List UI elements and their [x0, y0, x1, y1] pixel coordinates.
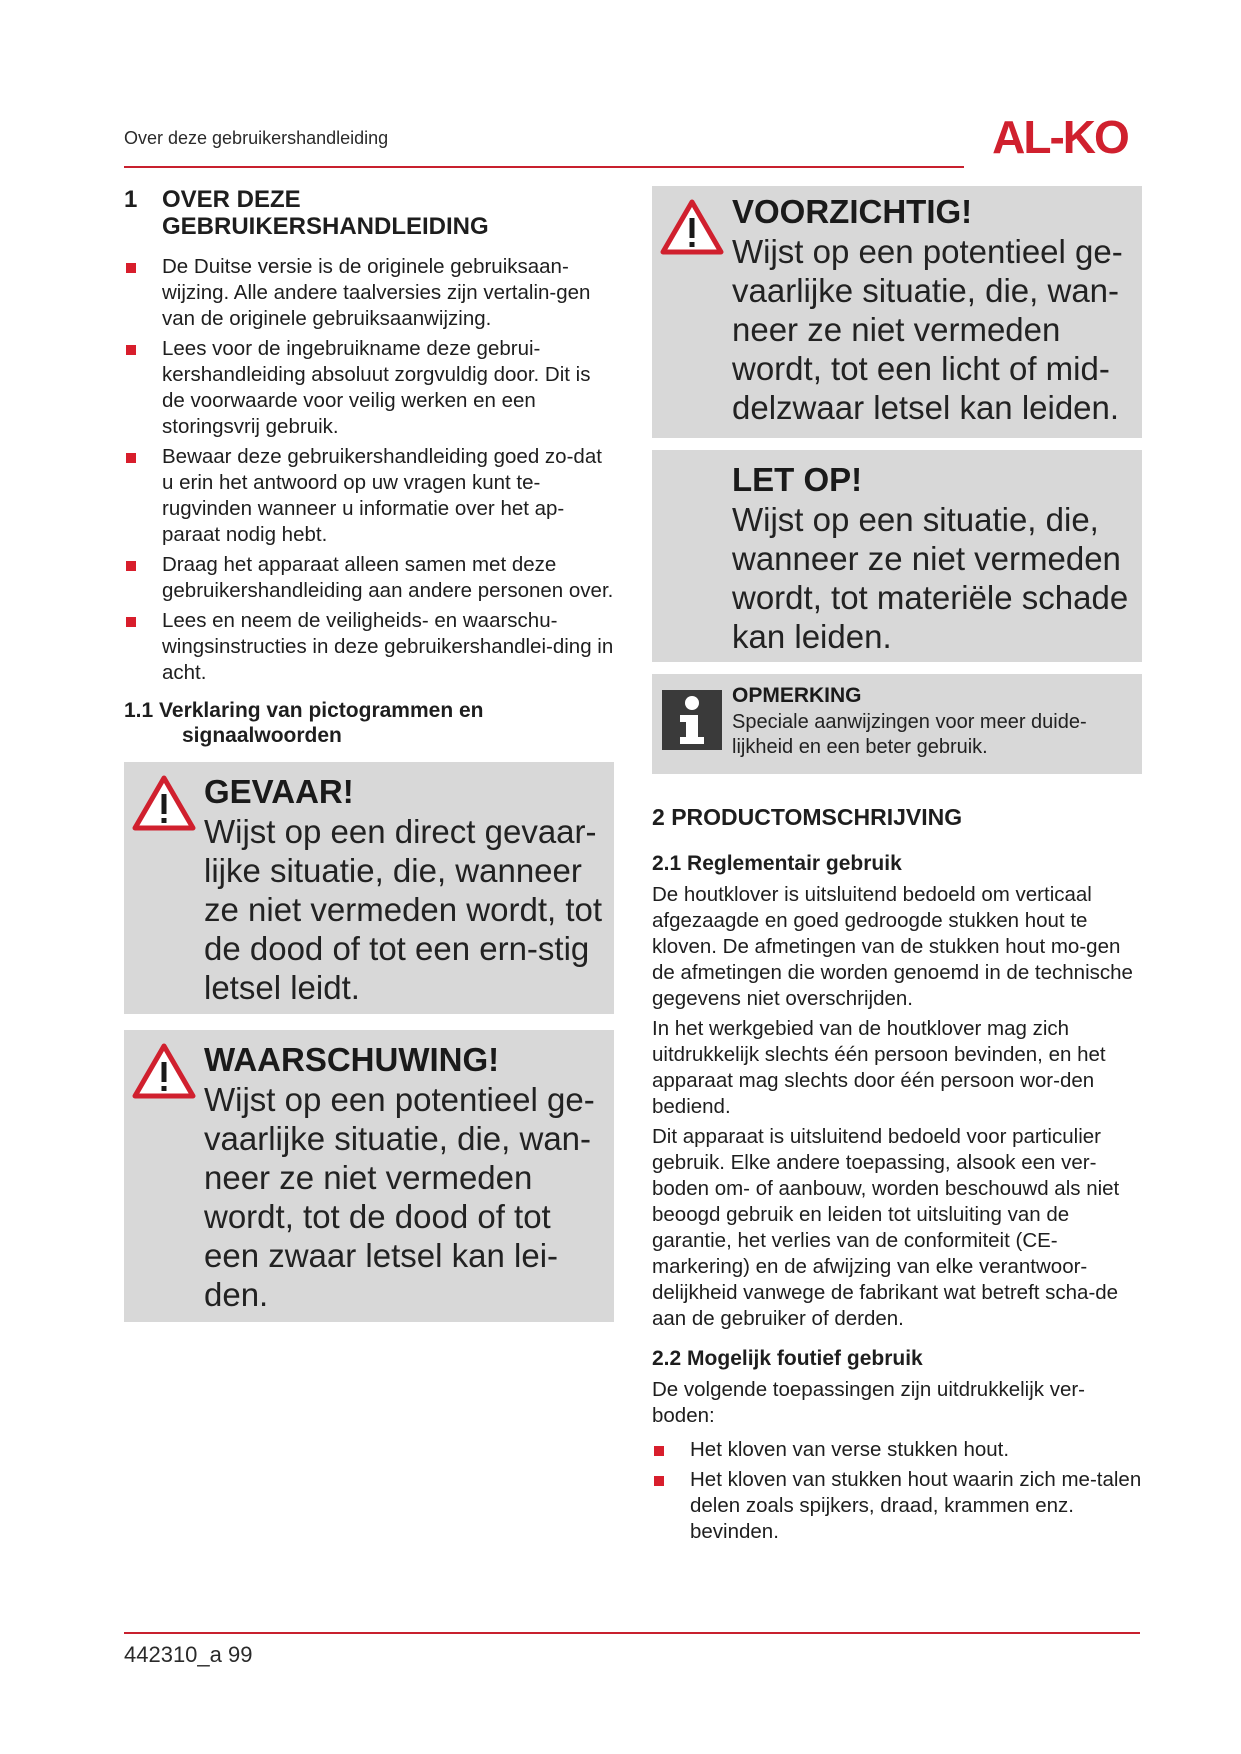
- gevaar-title: GEVAAR!: [204, 773, 354, 810]
- warning-triangle-icon: [132, 774, 196, 832]
- header-rule: [124, 166, 964, 168]
- info-icon: [660, 688, 724, 752]
- waarschuwing-title: WAARSCHUWING!: [204, 1041, 500, 1078]
- paragraph: Dit apparaat is uitsluitend bedoeld voor particulier gebruik. Elke andere toepassing, alsook een ver-boden om- of aanbouw, worden beschouwd als niet beoogd gebruik en leiden tot uitsluiting van de garantie, het verlies van de conformiteit (CE-markering) en de afwijzing van elke verantwoor-delijkheid vanwege de fabrikant wat betreft scha-de aan de gebruiker of derden.: [652, 1125, 1120, 1330]
- left-column: [124, 186, 614, 1322]
- list-item: Het kloven van verse stukken hout.: [652, 1437, 1142, 1463]
- voorzichtig-box: [652, 186, 1142, 438]
- voorzichtig-text: Wijst op een potentieel ge-vaarlijke situatie, die, wan-neer ze niet vermeden wordt, tot een licht of mid-delzwaar letsel kan leiden.: [732, 233, 1123, 426]
- waarschuwing-text: Wijst op een potentieel ge-vaarlijke situatie, die, wan-neer ze niet vermeden wordt, tot de dood of tot een zwaar letsel kan lei-den.: [204, 1081, 595, 1313]
- warning-triangle-icon: [660, 198, 724, 256]
- let-op-box: [652, 450, 1142, 662]
- running-header: Over deze gebruikershandleiding: [124, 128, 389, 148]
- list-item: Het kloven van stukken hout waarin zich me-talen delen zoals spijkers, draad, krammen enz. bevinden.: [652, 1467, 1142, 1545]
- paragraph: In het werkgebied van de houtklover mag zich uitdrukkelijk slechts één persoon bevinden, en het apparaat mag slechts door één persoon wor-den bediend.: [652, 1017, 1106, 1118]
- section-2-1-heading: 2.1 Reglementair gebruik: [652, 852, 902, 875]
- page-number: 442310_a 99: [124, 1642, 253, 1667]
- list-item: Draag het apparaat alleen samen met deze gebruikershandleiding aan andere personen over.: [124, 552, 614, 604]
- paragraph: De volgende toepassingen zijn uitdrukkelijk ver-boden:: [652, 1378, 1086, 1427]
- section-1-1-heading: 1.1 Verklaring van pictogrammen en signaalwoorden: [124, 699, 484, 747]
- footer-rule: [124, 1632, 1140, 1634]
- opmerking-title: OPMERKING: [732, 684, 862, 707]
- paragraph: De houtklover is uitsluitend bedoeld om verticaal afgezaagde en goed gedroogde stukken hout te kloven. De afmetingen van de stukken hout mo-gen de afmetingen die worden genoemd in de technische gegevens niet overschrijden.: [652, 883, 1133, 1010]
- list-item: Lees voor de ingebruikname deze gebrui-kershandleiding absoluut zorgvuldig door. Dit is de voorwaarde voor veilig werken en een storingsvrij gebruik.: [124, 336, 614, 440]
- section-2-2-heading: 2.2 Mogelijk foutief gebruik: [652, 1347, 923, 1370]
- list-item: De Duitse versie is de originele gebruiksaan-wijzing. Alle andere taalversies zijn vertalin-gen van de originele gebruiksaanwijzing.: [124, 254, 614, 332]
- list-item: Lees en neem de veiligheids- en waarschu-wingsinstructies in deze gebruikershandlei-ding in acht.: [124, 608, 614, 686]
- opmerking-box: [652, 674, 1142, 774]
- gevaar-box: [124, 762, 614, 1014]
- gevaar-text: Wijst op een direct gevaar-lijke situatie, die, wanneer ze niet vermeden wordt, tot de dood of tot een ern-stig letsel leidt.: [204, 813, 603, 1006]
- voorzichtig-title: VOORZICHTIG!: [732, 193, 973, 230]
- section-2-heading: 2 PRODUCTOMSCHRIJVING: [652, 804, 963, 830]
- list-item: Bewaar deze gebruikershandleiding goed zo-dat u erin het antwoord op uw vragen kunt te-rugvinden wanneer u informatie over het ap-paraat nodig hebt.: [124, 444, 614, 548]
- right-column: [652, 186, 1142, 1557]
- section-1-heading: 1 OVER DEZE GEBRUIKERSHANDLEIDING: [124, 186, 489, 240]
- let-op-text: Wijst op een situatie, die, wanneer ze niet vermeden wordt, tot materiële schade kan leiden.: [732, 501, 1129, 655]
- warning-triangle-icon: [132, 1042, 196, 1100]
- svg-text:AL-KO: AL-KO: [992, 111, 1128, 162]
- section-2-2-bullets: [652, 1437, 1142, 1545]
- alko-logo: [978, 110, 1142, 162]
- let-op-title: LET OP!: [732, 461, 863, 498]
- section-1-bullets: [124, 254, 614, 686]
- opmerking-text: Speciale aanwijzingen voor meer duide-lijkheid en een beter gebruik.: [732, 711, 1087, 758]
- waarschuwing-box: [124, 1030, 614, 1322]
